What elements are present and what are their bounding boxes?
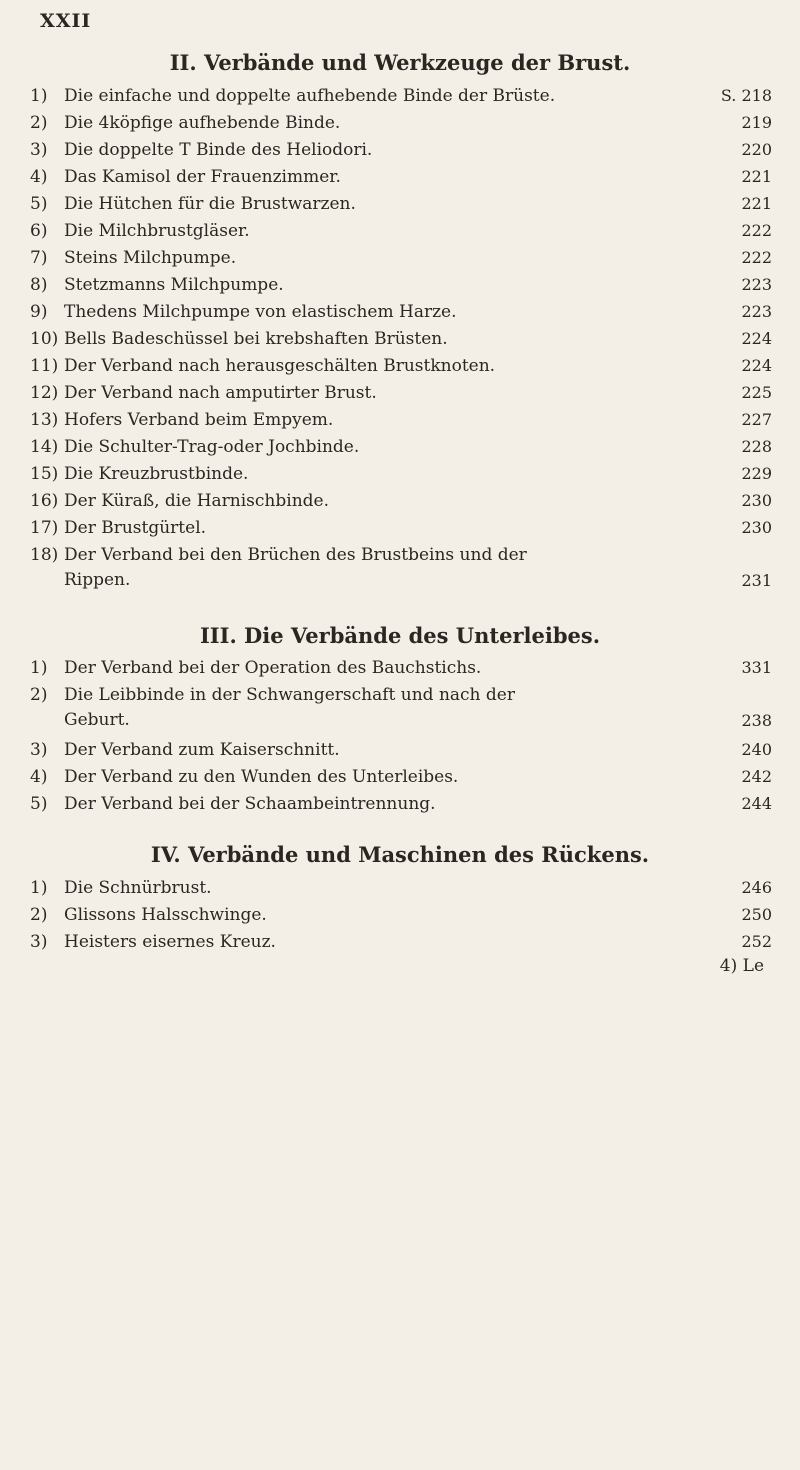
entry-text: Die doppelte T Binde des Heliodori. — [64, 140, 373, 160]
list-item — [30, 82, 772, 110]
entry-number: 13) — [30, 410, 59, 430]
entry-text: Der Verband zu den Wunden des Unterleibes. — [64, 767, 459, 787]
entry-number: 12) — [30, 383, 59, 403]
entry-page: 222 — [741, 248, 772, 267]
list-item — [30, 681, 772, 709]
list-item — [30, 109, 772, 137]
entry-page: S. 218 — [720, 86, 772, 105]
entry-page: 221 — [741, 194, 772, 213]
entry-text: Der Verband nach amputirter Brust. — [64, 383, 377, 403]
entry-number: 5) — [30, 194, 48, 214]
entry-page: 230 — [741, 491, 772, 510]
entry-page: 225 — [741, 383, 772, 402]
entry-number: 10) — [30, 329, 59, 349]
list-item — [30, 352, 772, 380]
entry-text: Bells Badeschüssel bei krebshaften Brüsten. — [64, 329, 448, 349]
entry-number: 9) — [30, 302, 48, 322]
entry-text: Die 4köpfige aufhebende Binde. — [64, 113, 341, 133]
entry-number: 11) — [30, 356, 59, 376]
entry-number: 17) — [30, 518, 59, 538]
entry-text: Der Verband nach herausgeschälten Brustknoten. — [64, 356, 496, 376]
list-item — [30, 271, 772, 299]
entry-page: 229 — [741, 464, 772, 483]
entry-page: 250 — [741, 905, 772, 924]
list-item — [30, 541, 772, 569]
list-item — [30, 654, 772, 682]
list-item — [30, 901, 772, 929]
entry-text: Die Schnürbrust. — [64, 878, 212, 898]
list-item — [30, 325, 772, 353]
list-item — [30, 514, 772, 542]
entry-page: 252 — [741, 932, 772, 951]
entry-page: 331 — [741, 658, 772, 677]
page-number: XXII — [40, 10, 92, 32]
entry-number: 2) — [30, 905, 48, 925]
entry-text: Steins Milchpumpe. — [64, 248, 237, 268]
list-item — [30, 790, 772, 818]
entry-text: Die Kreuzbrustbinde. — [64, 464, 249, 484]
entry-text: Der Brustgürtel. — [64, 518, 207, 538]
entry-number: 1) — [30, 86, 48, 106]
list-item — [30, 136, 772, 164]
entry-page: 231 — [741, 571, 772, 590]
list-item — [30, 460, 772, 488]
entry-page: 223 — [741, 275, 772, 294]
entry-number: 8) — [30, 275, 48, 295]
entry-text: Hofers Verband beim Empyem. — [64, 410, 334, 430]
entry-page: 246 — [741, 878, 772, 897]
list-item — [30, 487, 772, 515]
section-heading-iv: IV. Verbände und Maschinen des Rückens. — [150, 842, 650, 867]
entry-text: Die einfache und doppelte aufhebende Binde der Brüste. — [64, 86, 556, 106]
list-item — [30, 298, 772, 326]
entry-number: 4) — [30, 167, 48, 187]
list-item — [30, 874, 772, 902]
entry-number: 18) — [30, 545, 59, 565]
entry-number: 2) — [30, 113, 48, 133]
list-item — [30, 928, 772, 956]
entry-page: 219 — [741, 113, 772, 132]
entry-page: 221 — [741, 167, 772, 186]
entry-page: 224 — [741, 329, 772, 348]
entry-text: Der Verband zum Kaiserschnitt. — [64, 740, 340, 760]
entry-number: 7) — [30, 248, 48, 268]
list-item — [30, 379, 772, 407]
entry-page: 228 — [741, 437, 772, 456]
entry-page: 222 — [741, 221, 772, 240]
entry-text: Der Verband bei den Brüchen des Brustbeins und der — [64, 545, 527, 565]
list-item — [30, 244, 772, 272]
entry-number: 3) — [30, 932, 48, 952]
entry-number: 1) — [30, 658, 48, 678]
entry-page: 220 — [741, 140, 772, 159]
entry-number: 5) — [30, 794, 48, 814]
entry-page: 223 — [741, 302, 772, 321]
entry-text: Der Küraß, die Harnischbinde. — [64, 491, 329, 511]
entry-text: Die Milchbrustgläser. — [64, 221, 250, 241]
entry-text: Thedens Milchpumpe von elastischem Harze. — [64, 302, 457, 322]
catchword: 4) Le — [719, 956, 764, 976]
list-item — [30, 763, 772, 791]
entry-page: 227 — [741, 410, 772, 429]
entry-page: 244 — [741, 794, 772, 813]
list-item — [30, 433, 772, 461]
entry-text: Der Verband bei der Schaambeintrennung. — [64, 794, 436, 814]
entry-text: Glissons Halsschwinge. — [64, 905, 267, 925]
list-item — [30, 736, 772, 764]
entry-text: Das Kamisol der Frauenzimmer. — [64, 167, 341, 187]
list-item — [30, 406, 772, 434]
entry-text: Stetzmanns Milchpumpe. — [64, 275, 284, 295]
entry-number: 16) — [30, 491, 59, 511]
entry-number: 14) — [30, 437, 59, 457]
entry-number: 1) — [30, 878, 48, 898]
entry-continuation: Rippen. — [64, 570, 131, 590]
entry-page: 224 — [741, 356, 772, 375]
section-heading-iii: III. Die Verbände des Unterleibes. — [199, 623, 601, 648]
entry-text: Die Leibbinde in der Schwangerschaft und nach der — [64, 685, 515, 705]
entry-text: Der Verband bei der Operation des Bauchstichs. — [64, 658, 482, 678]
entry-number: 3) — [30, 740, 48, 760]
section-heading-ii: II. Verbände und Werkzeuge der Brust. — [169, 50, 631, 75]
entry-number: 2) — [30, 685, 48, 705]
entry-number: 3) — [30, 140, 48, 160]
entry-page: 238 — [741, 711, 772, 730]
list-item — [30, 163, 772, 191]
entry-text: Heisters eisernes Kreuz. — [64, 932, 276, 952]
list-item — [30, 217, 772, 245]
list-item — [30, 190, 772, 218]
entry-page: 230 — [741, 518, 772, 537]
entry-number: 4) — [30, 767, 48, 787]
entry-page: 240 — [741, 740, 772, 759]
entry-text: Die Schulter-Trag-oder Jochbinde. — [64, 437, 360, 457]
entry-text: Die Hütchen für die Brustwarzen. — [64, 194, 356, 214]
entry-continuation: Geburt. — [64, 710, 130, 730]
entry-page: 242 — [741, 767, 772, 786]
entry-number: 15) — [30, 464, 59, 484]
entry-number: 6) — [30, 221, 48, 241]
